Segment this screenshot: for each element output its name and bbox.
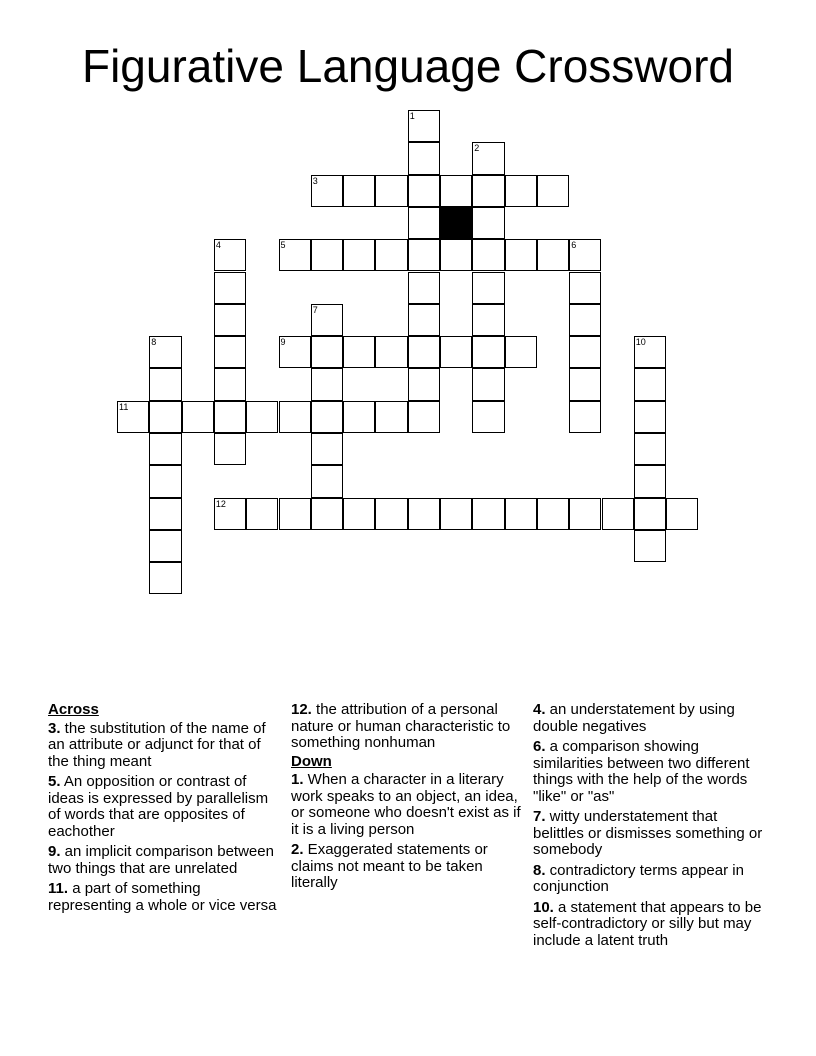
grid-cell[interactable] [149,433,181,465]
cell-number: 11 [119,401,129,412]
clue-item [291,702,527,752]
clue-number: 1. [291,771,304,788]
grid-cell[interactable] [375,498,407,530]
grid-cell[interactable] [408,142,440,174]
grid-cell[interactable] [375,175,407,207]
cell-number: 10 [635,337,646,348]
clue-text: Exaggerated statements or claims not meant to be taken literally [291,841,488,891]
grid-cell[interactable] [311,239,343,271]
grid-cell[interactable] [279,498,311,530]
clue-text: an understatement by using double negatives [533,701,735,735]
clue-text: a statement that appears to be self-contradictory or silly but may include a latent truth [533,898,762,949]
grid-cell[interactable] [311,304,343,336]
down-heading: Down [291,752,332,770]
grid-cell[interactable] [505,175,537,207]
cell-number: 4 [215,240,221,251]
clue-item [533,739,769,805]
grid-cell[interactable] [472,368,504,400]
grid-cell[interactable] [343,498,375,530]
grid-cell[interactable] [440,175,472,207]
grid-cell[interactable] [472,336,504,368]
down-clue-list [291,772,527,892]
grid-cell[interactable] [408,272,440,304]
grid-cell[interactable] [214,433,246,465]
cell-number: 5 [280,240,286,251]
grid-cell[interactable] [375,239,407,271]
grid-cell[interactable] [343,239,375,271]
grid-cell[interactable] [472,498,504,530]
clue-text: the attribution of a personal nature or human characteristic to something nonhuman [291,701,511,751]
clue-number: 8. [533,861,546,879]
grid-cell[interactable] [440,336,472,368]
grid-cell[interactable] [311,401,343,433]
grid-cell[interactable] [214,304,246,336]
clue-item [291,772,527,838]
clue-item [48,881,284,914]
grid-cell[interactable] [472,207,504,239]
clue-number: 10. [533,898,554,916]
grid-cell[interactable] [408,304,440,336]
cell-number: 12 [215,498,226,509]
grid-cell[interactable] [214,368,246,400]
grid-cell[interactable] [214,272,246,304]
cell-number: 8 [151,337,157,348]
clue-text: an implicit comparison between two things that are unrelated [48,843,274,877]
grid-cell[interactable] [634,465,666,497]
grid-cell[interactable] [343,336,375,368]
grid-cell[interactable] [311,368,343,400]
clue-text: When a character in a literary work speaks to an object, an idea, or someone who doesn't exist as if it is a living person [291,771,521,838]
grid-cell[interactable] [505,239,537,271]
grid-cell[interactable] [311,336,343,368]
grid-cell[interactable] [472,142,504,174]
grid-cell[interactable] [149,530,181,562]
grid-cell[interactable] [569,336,601,368]
grid-cell[interactable] [214,401,246,433]
grid-cell[interactable] [634,336,666,368]
across-clue-list [48,721,284,915]
clues-column-1 [48,702,284,918]
grid-cell[interactable] [666,498,698,530]
grid-cell[interactable] [408,498,440,530]
cell-number: 7 [312,304,318,315]
grid-cell[interactable] [634,401,666,433]
clue-number: 9. [48,843,61,860]
grid-cell[interactable] [375,401,407,433]
grid-cell[interactable] [279,239,311,271]
grid-cell[interactable] [408,207,440,239]
grid-cell[interactable] [569,272,601,304]
grid-cell[interactable] [149,562,181,594]
grid-cell[interactable] [569,368,601,400]
grid-cell[interactable] [505,498,537,530]
block-cell [440,207,472,239]
clue-item [48,721,284,771]
grid-cell[interactable] [246,401,278,433]
grid-cell[interactable] [472,175,504,207]
clues-column-3 [533,702,769,953]
grid-cell[interactable] [149,465,181,497]
grid-cell[interactable] [375,336,407,368]
grid-cell[interactable] [214,498,246,530]
grid-cell[interactable] [311,465,343,497]
grid-cell[interactable] [246,498,278,530]
grid-cell[interactable] [408,368,440,400]
grid-cell[interactable] [634,498,666,530]
grid-cell[interactable] [182,401,214,433]
clue-number: 6. [533,738,546,755]
clue-number: 5. [48,773,61,790]
across-clue-list-continued [291,702,527,752]
clue-number: 7. [533,808,546,825]
grid-cell[interactable] [408,175,440,207]
cell-number: 1 [409,111,415,121]
grid-cell[interactable] [149,336,181,368]
down-clue-list-continued [533,702,769,949]
clue-text: the substitution of the name of an attribute or adjunct for that of the thing meant [48,719,266,770]
clues-column-2 [291,702,527,896]
clue-text: An opposition or contrast of ideas is expressed by parallelism of words that are opposites of eachother [48,773,269,840]
grid-cell[interactable] [569,498,601,530]
grid-cell[interactable] [149,498,181,530]
clue-text: a comparison showing similarities between two different things with the help of the words "like" or "as" [533,738,750,805]
clue-text: a part of something representing a whole or vice versa [48,880,277,914]
clue-item [291,842,527,892]
grid-cell[interactable] [569,239,601,271]
grid-cell[interactable] [505,336,537,368]
grid-cell[interactable] [472,239,504,271]
across-heading: Across [48,701,99,718]
grid-cell[interactable] [279,336,311,368]
clue-number: 2. [291,841,304,858]
grid-cell[interactable] [408,239,440,271]
cell-number: 3 [312,175,318,186]
grid-cell[interactable] [311,175,343,207]
grid-cell[interactable] [537,175,569,207]
grid-cell[interactable] [149,401,181,433]
puzzle-title: Figurative Language Crossword [81,40,735,92]
cell-number: 6 [571,240,577,251]
clue-item [533,702,769,735]
grid-cell[interactable] [343,401,375,433]
grid-cell[interactable] [472,304,504,336]
grid-cell[interactable] [472,401,504,433]
grid-cell[interactable] [440,239,472,271]
grid-cell[interactable] [214,239,246,271]
clue-item [533,863,769,896]
clue-number: 11. [48,880,69,897]
cell-number: 2 [474,143,480,154]
clue-number: 12. [291,701,312,718]
grid-cell[interactable] [634,368,666,400]
grid-cell[interactable] [343,175,375,207]
grid-cell[interactable] [634,530,666,562]
grid-cell[interactable] [634,433,666,465]
cell-number: 9 [280,337,286,348]
grid-cell[interactable] [279,401,311,433]
grid-cell[interactable] [311,433,343,465]
grid-cell[interactable] [214,336,246,368]
grid-cell[interactable] [408,336,440,368]
clue-item [48,844,284,877]
grid-cell[interactable] [408,401,440,433]
clue-item [533,900,769,950]
grid-cell[interactable] [537,239,569,271]
grid-cell[interactable] [149,368,181,400]
grid-cell[interactable] [602,498,634,530]
grid-cell[interactable] [569,304,601,336]
grid-cell[interactable] [440,498,472,530]
clue-text: witty understatement that belittles or dismisses something or somebody [533,808,763,858]
clue-item [533,809,769,859]
grid-cell[interactable] [311,498,343,530]
clue-item [48,774,284,840]
grid-cell[interactable] [408,110,440,142]
grid-cell[interactable] [537,498,569,530]
grid-cell[interactable] [472,272,504,304]
clue-number: 3. [48,719,61,737]
grid-cell[interactable] [117,401,149,433]
clue-text: contradictory terms appear in conjunction [533,861,744,895]
clue-number: 4. [533,701,546,718]
grid-cell[interactable] [569,401,601,433]
